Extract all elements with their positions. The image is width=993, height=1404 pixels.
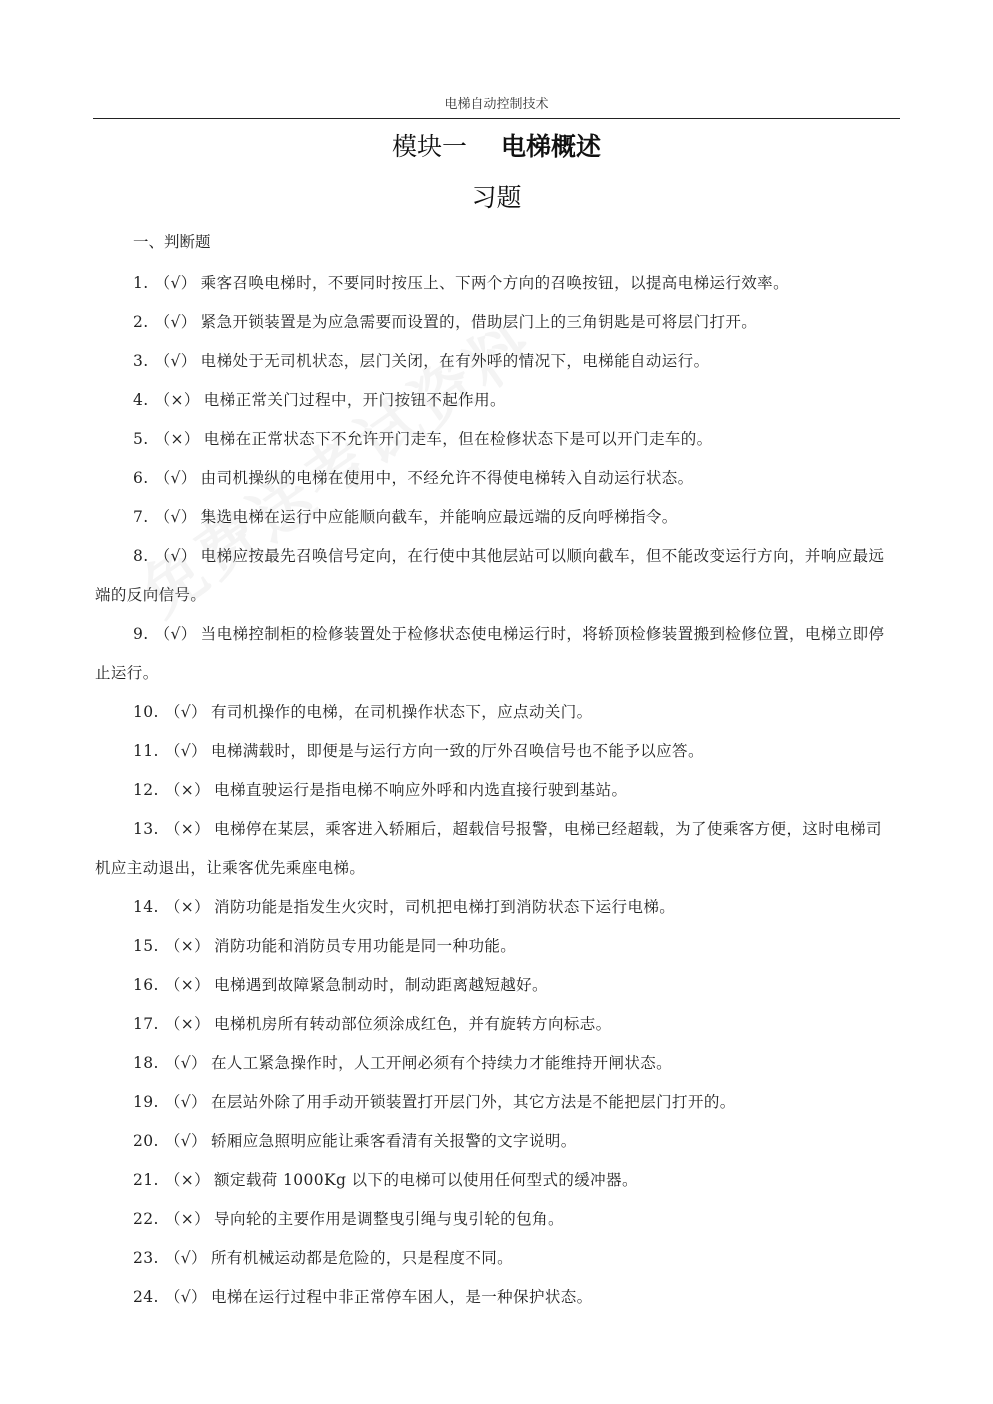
question-number: 3. [133,352,149,370]
question-item [95,1200,895,1239]
question-text: 电梯在正常状态下不允许开门走车，但在检修状态下是可以开门走车的。 [203,430,713,448]
question-text: 电梯在运行过程中非正常停车困人，是一种保护状态。 [210,1288,593,1306]
question-item [95,459,895,498]
question-text: 电梯停在某层，乘客进入轿厢后，超载信号报警，电梯已经超载，为了使乘客方便，这时电梯司机应主动退出，让乘客优先乘座电梯。 [95,820,882,877]
question-item [95,1239,895,1278]
answer-mark: （×） [164,1210,211,1228]
question-item [95,732,895,771]
question-item [95,1122,895,1161]
question-number: 5. [133,430,149,448]
question-number: 1. [133,274,149,292]
question-number: 7. [133,508,149,526]
question-text: 消防功能和消防员专用功能是同一种功能。 [214,937,517,955]
question-number: 20. [133,1132,159,1150]
question-text: 电梯机房所有转动部位须涂成红色，并有旋转方向标志。 [214,1015,612,1033]
question-text: 电梯满载时，即便是与运行方向一致的厅外召唤信号也不能予以应答。 [210,742,704,760]
question-text: 电梯应按最先召唤信号定向，在行使中其他层站可以顺向截车，但不能改变运行方向，并响应最远端的反向信号。 [95,547,885,604]
question-item [95,1161,895,1200]
question-text: 电梯直驶运行是指电梯不响应外呼和内选直接行驶到基站。 [214,781,628,799]
answer-mark: （√） [164,1132,207,1150]
question-item [95,615,895,693]
question-item [95,1005,895,1044]
question-item [95,342,895,381]
question-list [95,264,895,1317]
question-item [95,888,895,927]
question-item [95,1278,895,1317]
question-item [95,498,895,537]
question-item [95,771,895,810]
question-number: 19. [133,1093,159,1111]
question-number: 18. [133,1054,159,1072]
question-number: 17. [133,1015,159,1033]
question-text: 电梯处于无司机状态，层门关闭，在有外呼的情况下，电梯能自动运行。 [200,352,710,370]
question-text: 集选电梯在运行中应能顺向截车，并能响应最远端的反向呼梯指令。 [200,508,678,526]
question-text: 所有机械运动都是危险的，只是程度不同。 [210,1249,514,1267]
answer-mark: （√） [164,703,207,721]
answer-mark: （√） [154,274,197,292]
answer-mark: （√） [164,1249,207,1267]
question-text: 轿厢应急照明应能让乘客看清有关报警的文字说明。 [210,1132,577,1150]
question-number: 16. [133,976,159,994]
answer-mark: （×） [164,1015,211,1033]
answer-mark: （√） [154,352,197,370]
question-number: 12. [133,781,159,799]
question-item [95,966,895,1005]
answer-mark: （√） [164,742,207,760]
question-number: 4. [133,391,149,409]
question-number: 22. [133,1210,159,1228]
question-number: 11. [133,742,159,760]
module-number: 模块一 [391,132,467,161]
question-number: 9. [133,625,149,643]
answer-mark: （√） [154,547,197,565]
question-item [95,693,895,732]
question-item [95,927,895,966]
question-number: 15. [133,937,159,955]
answer-mark: （×） [154,430,200,448]
question-number: 10. [133,703,159,721]
module-title [0,127,993,163]
question-item [95,264,895,303]
question-number: 13. [133,820,159,838]
question-number: 14. [133,898,159,916]
answer-mark: （×） [164,781,211,799]
exercise-title: 习题 [471,183,522,212]
question-text: 乘客召唤电梯时，不要同时按压上、下两个方向的召唤按钮，以提高电梯运行效率。 [200,274,789,292]
question-item [95,1044,895,1083]
question-text: 在层站外除了用手动开锁装置打开层门外，其它方法是不能把层门打开的。 [210,1093,736,1111]
answer-mark: （×） [154,391,200,409]
answer-mark: （×） [164,820,211,838]
question-text: 消防功能是指发生火灾时，司机把电梯打到消防状态下运行电梯。 [214,898,676,916]
question-item [95,537,895,615]
question-text: 额定载荷 1000Kg 以下的电梯可以使用任何型式的缓冲器。 [214,1171,638,1189]
question-item [95,810,895,888]
question-number: 24. [133,1288,159,1306]
question-text: 电梯正常关门过程中，开门按钮不起作用。 [203,391,506,409]
question-text: 紧急开锁装置是为应急需要而设置的，借助层门上的三角钥匙是可将层门打开。 [200,313,758,331]
section-heading: 一、判断题 [133,233,211,251]
answer-mark: （√） [154,508,197,526]
module-name: 电梯概述 [501,132,602,161]
question-item [95,1083,895,1122]
question-item [95,381,895,420]
answer-mark: （√） [154,625,197,643]
question-text: 导向轮的主要作用是调整曳引绳与曳引轮的包角。 [214,1210,564,1228]
question-item [95,420,895,459]
question-number: 23. [133,1249,159,1267]
question-text: 在人工紧急操作时，人工开闸必须有个持续力才能维持开闸状态。 [210,1054,673,1072]
answer-mark: （√） [164,1093,207,1111]
question-number: 8. [133,547,149,565]
question-text: 由司机操纵的电梯在使用中，不经允许不得使电梯转入自动运行状态。 [200,469,694,487]
question-text: 电梯遇到故障紧急制动时，制动距离越短越好。 [214,976,548,994]
question-number: 6. [133,469,149,487]
answer-mark: （√） [154,313,197,331]
answer-mark: （√） [154,469,197,487]
answer-mark: （√） [164,1288,207,1306]
question-text: 当电梯控制柜的检修装置处于检修状态使电梯运行时，将轿顶检修装置搬到检修位置，电梯立即停止运行。 [95,625,885,682]
question-text: 有司机操作的电梯，在司机操作状态下，应点动关门。 [210,703,593,721]
running-header: 电梯自动控制技术 [93,93,900,119]
question-number: 2. [133,313,149,331]
answer-mark: （×） [164,898,211,916]
answer-mark: （×） [164,976,211,994]
question-number: 21. [133,1171,159,1189]
question-item [95,303,895,342]
answer-mark: （√） [164,1054,207,1072]
answer-mark: （×） [164,1171,211,1189]
answer-mark: （×） [164,937,211,955]
